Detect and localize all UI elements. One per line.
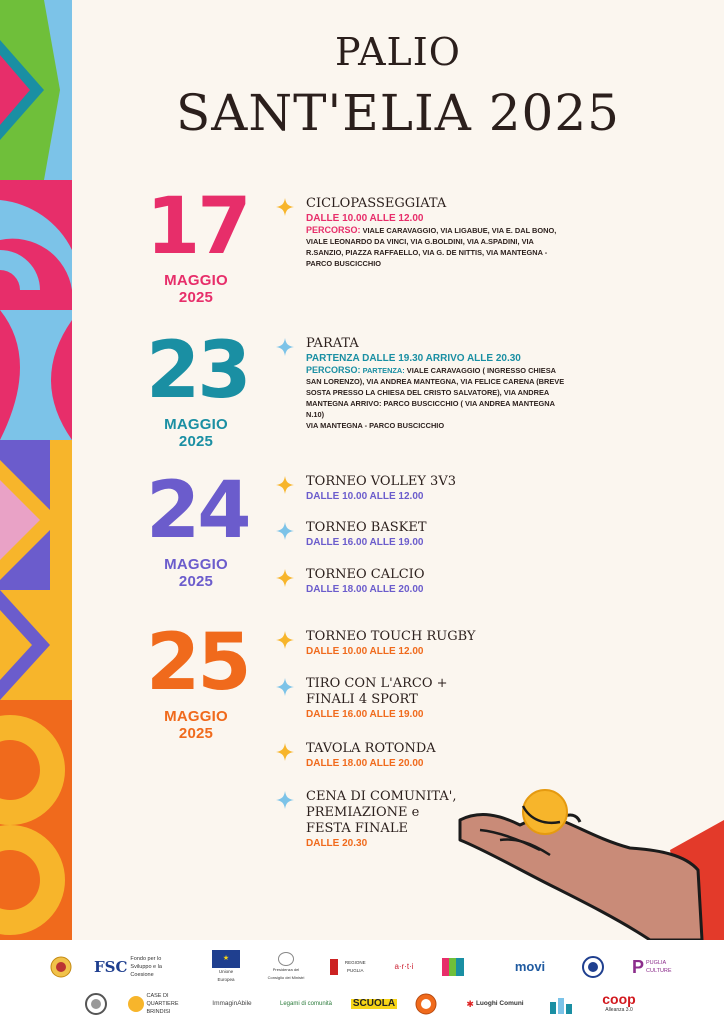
event-time: PARTENZA DALLE 19.30 ARRIVO ALLE 20.30 [306, 353, 521, 364]
fsc-logo-icon: FSC Fondo per lo Sviluppo e la Coesione [94, 956, 162, 978]
blue-sparkle-icon [276, 338, 294, 356]
eu-flag-icon: ★ Unione Europea [210, 952, 242, 982]
event-name: TORNEO BASKET [306, 520, 427, 535]
route-sub-label: PARTENZA: [362, 366, 405, 375]
emblem-logo-icon [48, 954, 74, 980]
day-month: MAGGIO 2025 [164, 416, 228, 450]
blue-sparkle-icon [276, 678, 294, 696]
date-block-24 [146, 466, 249, 590]
event-time: DALLE 10.00 ALLE 12.00 [306, 213, 424, 224]
title-sant-elia-2025: SANT'ELIA 2025 [176, 84, 620, 142]
day-number: 24 [146, 466, 249, 556]
hand-holding-ball-illustration [440, 770, 724, 940]
title-palio: PALIO [335, 30, 461, 74]
round-orange-logo-icon [414, 992, 438, 1016]
day-month: MAGGIO 2025 [164, 556, 228, 590]
event-route [306, 365, 571, 420]
coop-logo-icon: coop Alleanza 3.0 [602, 991, 636, 1013]
arti-logo-icon: a·r·t·i [394, 962, 414, 971]
italian-republic-emblem-icon: Presidenza del Consiglio dei Ministri [266, 952, 306, 982]
route-text: VIALE CARAVAGGIO ( INGRESSO CHIESA SAN LORENZO), VIA ANDREA MANTEGNA, VIA FELICE CARENA (BREVE SOSTA PRESSO LA CHIESA DEL CRISTO SALVATORE), VIA ANDREA MANTEGNA ARRIVO: PARCO BUSCICCHIO ( VIA ANDREA MANTEGNA N.10) [306, 366, 565, 419]
event-name: CICLOPASSEGGIATA [306, 196, 447, 211]
movi-logo-icon: movi [514, 959, 546, 974]
route-label: PERCORSO: [306, 225, 361, 235]
puglia-culture-logo-icon: P PUGLIA CULTURE [631, 957, 672, 977]
event-time: DALLE 10.00 ALLE 12.00 [306, 491, 424, 502]
event-name: TAVOLA ROTONDA [306, 741, 436, 756]
case-di-quartiere-logo-icon: CASE DI QUARTIERE BRINDISI [126, 992, 186, 1016]
route-text: VIALE CARAVAGGIO, VIA LIGABUE, VIA E. DAL BONO, VIALE LEONARDO DA VINCI, VIA G.BOLDINI, VIA A.SPADINI, VIA R.SANZIO, PIAZZA RAFFAELLO, VIA G. DE NITTIS, VIA MANTEGNA - PARCO BUSCICCHIO [306, 226, 557, 268]
event-route-extra: VIA MANTEGNA - PARCO BUSCICCHIO [306, 421, 445, 430]
event-time: DALLE 16.00 ALLE 19.00 [306, 709, 424, 720]
event-route [306, 225, 571, 269]
circular-seal-logo-icon [84, 992, 108, 1016]
circle-badge-logo-icon [580, 954, 606, 980]
event-name-line3: FESTA FINALE [306, 821, 408, 836]
legami-di-comunita-logo-icon: Legami di comunità [279, 1001, 333, 1007]
event-name: PARATA [306, 336, 359, 351]
regione-puglia-logo-icon: REGIONE PUGLIA [330, 952, 370, 982]
event-name-line2: FINALI 4 SPORT [306, 692, 418, 707]
event-name-line1: TIRO CON L'ARCO + [306, 676, 448, 691]
yellow-sparkle-icon [276, 476, 294, 494]
event-time: DALLE 20.30 [306, 838, 368, 849]
city-logo-icon [546, 992, 580, 1016]
decorative-color-strip [0, 0, 72, 940]
event-name: TORNEO VOLLEY 3V3 [306, 474, 456, 489]
yellow-sparkle-icon [276, 743, 294, 761]
blue-sparkle-icon [276, 522, 294, 540]
day-number: 23 [146, 326, 249, 416]
event-name: TORNEO CALCIO [306, 567, 425, 582]
date-block-25 [146, 618, 249, 742]
route-label: PERCORSO: [306, 365, 361, 375]
day-month: MAGGIO 2025 [164, 708, 228, 742]
yellow-sparkle-icon [276, 631, 294, 649]
event-time: DALLE 16.00 ALLE 19.00 [306, 537, 424, 548]
day-number: 17 [146, 182, 249, 272]
date-block-17 [146, 182, 249, 306]
luoghi-comuni-logo-icon: ✱ Luoghi Comuni [466, 999, 524, 1009]
event-name-line2: PREMIAZIONE e [306, 805, 420, 820]
event-time: DALLE 18.00 ALLE 20.00 [306, 758, 424, 769]
geometric-pattern [0, 0, 72, 940]
scuola-logo-icon: SCUOLA [352, 998, 396, 1009]
yellow-sparkle-icon [276, 569, 294, 587]
date-block-23 [146, 326, 249, 450]
immaginabile-logo-icon: ImmaginAbile [212, 1000, 252, 1007]
event-time: DALLE 18.00 ALLE 20.00 [306, 584, 424, 595]
event-name: TORNEO TOUCH RUGBY [306, 629, 476, 644]
yellow-ball [523, 790, 567, 834]
day-number: 25 [146, 618, 249, 708]
event-time: DALLE 10.00 ALLE 12.00 [306, 646, 424, 657]
day-month: MAGGIO 2025 [164, 272, 228, 306]
puzzle-logo-icon [440, 954, 466, 980]
yellow-sparkle-icon [276, 198, 294, 216]
sponsor-footer [0, 940, 724, 1024]
blue-sparkle-icon [276, 791, 294, 809]
event-name-line1: CENA DI COMUNITA', [306, 789, 457, 804]
